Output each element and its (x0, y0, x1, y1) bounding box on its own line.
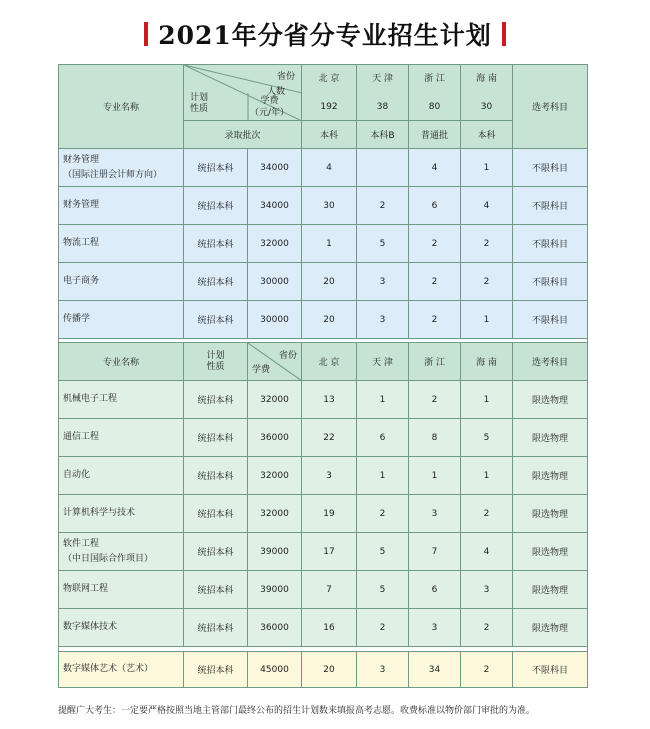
tuition: 45000 (248, 652, 302, 688)
table-row (59, 533, 588, 571)
header2-province-3: 海 南 (461, 343, 513, 381)
hainan-count: 2 (461, 609, 513, 647)
header2-major-label: 专业名称 (59, 343, 184, 381)
beijing-count: 7 (302, 571, 357, 609)
header-diagonal-cell (184, 65, 302, 121)
hainan-count: 1 (461, 301, 513, 339)
tianjin-count: 2 (357, 609, 409, 647)
table-row (59, 225, 588, 263)
major-name: 数字媒体技术 (59, 609, 184, 647)
zhejiang-count: 1 (409, 457, 461, 495)
province-name-3: 海 南 (476, 74, 497, 84)
table-row (59, 149, 588, 187)
plan-type: 统招本科 (184, 419, 248, 457)
province-name-0: 北 京 (318, 74, 340, 84)
header-row-1 (59, 65, 588, 121)
header-count-label: 人数 (266, 87, 285, 97)
zhejiang-count: 2 (409, 225, 461, 263)
header-province-label: 省份 (276, 72, 295, 82)
tuition: 30000 (248, 301, 302, 339)
header-major-cell (59, 65, 184, 149)
subject-requirement: 不限科目 (513, 149, 588, 187)
table-row (59, 495, 588, 533)
table-row (59, 187, 588, 225)
plan-type: 统招本科 (184, 149, 248, 187)
header-province-3 (461, 65, 513, 121)
subject-requirement: 限选物理 (513, 533, 588, 571)
header-subject-label: 选考科目 (531, 103, 568, 113)
beijing-count: 13 (302, 381, 357, 419)
zhejiang-count: 2 (409, 381, 461, 419)
tuition: 32000 (248, 381, 302, 419)
table-row (59, 652, 588, 688)
tianjin-count (357, 149, 409, 187)
header2-province-1: 天 津 (357, 343, 409, 381)
subject-requirement: 不限科目 (513, 225, 588, 263)
title-left-bar (144, 22, 148, 46)
hainan-count: 5 (461, 419, 513, 457)
tuition: 32000 (248, 225, 302, 263)
province-name-2: 浙 江 (424, 74, 445, 84)
tuition: 34000 (248, 149, 302, 187)
header2-province-label: 省份 (278, 351, 297, 361)
batch-0: 本科 (302, 121, 357, 149)
major-name: 通信工程 (59, 419, 184, 457)
plan-type: 统招本科 (184, 652, 248, 688)
zhejiang-count: 8 (409, 419, 461, 457)
zhejiang-count: 7 (409, 533, 461, 571)
header-plan-label: 计划 性质 (190, 93, 209, 114)
plan-type: 统招本科 (184, 381, 248, 419)
tianjin-count: 5 (357, 571, 409, 609)
beijing-count: 19 (302, 495, 357, 533)
hainan-count: 1 (461, 457, 513, 495)
table-row (59, 301, 588, 339)
province-total-2: 80 (428, 102, 441, 112)
province-name-1: 天 津 (372, 74, 393, 84)
major-name: 自动化 (59, 457, 184, 495)
subject-requirement: 限选物理 (513, 609, 588, 647)
beijing-count: 1 (302, 225, 357, 263)
header-province-1 (357, 65, 409, 121)
title-text: 2021年分省分专业招生计划 (158, 21, 492, 50)
hainan-count: 2 (461, 263, 513, 301)
subject-requirement: 限选物理 (513, 381, 588, 419)
zhejiang-count: 6 (409, 187, 461, 225)
tianjin-count: 3 (357, 301, 409, 339)
tianjin-count: 1 (357, 381, 409, 419)
plan-type: 统招本科 (184, 457, 248, 495)
beijing-count: 3 (302, 457, 357, 495)
plan-type: 统招本科 (184, 301, 248, 339)
beijing-count: 16 (302, 609, 357, 647)
subject-requirement: 不限科目 (513, 301, 588, 339)
header2-fee-label: 学费 (252, 365, 271, 375)
header-subject-cell (513, 65, 588, 149)
tuition: 36000 (248, 609, 302, 647)
batch-2: 普通批 (409, 121, 461, 149)
beijing-count: 4 (302, 149, 357, 187)
tuition: 34000 (248, 187, 302, 225)
enrollment-plan-table (58, 64, 588, 688)
subject-requirement: 限选物理 (513, 419, 588, 457)
title-right-bar (502, 22, 506, 46)
province-total-3: 30 (480, 102, 493, 112)
footnote: 提醒广大考生：一定要严格按照当地主管部门最终公布的招生计划数来填报高考志愿。收费标准以物价部门审批的为准。 (58, 706, 536, 716)
beijing-count: 20 (302, 301, 357, 339)
page-title (0, 14, 650, 54)
tianjin-count: 2 (357, 187, 409, 225)
header-batch-label: 录取批次 (184, 121, 302, 149)
beijing-count: 20 (302, 263, 357, 301)
subject-requirement: 限选物理 (513, 495, 588, 533)
table-row (59, 571, 588, 609)
subject-requirement: 不限科目 (513, 187, 588, 225)
hainan-count: 2 (461, 225, 513, 263)
major-name: 财务管理 （国际注册会计师方向） (59, 149, 184, 187)
plan-type: 统招本科 (184, 533, 248, 571)
tuition: 30000 (248, 263, 302, 301)
plan-type: 统招本科 (184, 609, 248, 647)
header2-plan-label: 计划 性质 (184, 343, 248, 381)
subject-requirement: 不限科目 (513, 652, 588, 688)
header2-province-0: 北 京 (302, 343, 357, 381)
plan-type: 统招本科 (184, 495, 248, 533)
tuition: 39000 (248, 571, 302, 609)
plan-type: 统招本科 (184, 187, 248, 225)
zhejiang-count: 2 (409, 263, 461, 301)
plan-type: 统招本科 (184, 571, 248, 609)
province-total-0: 192 (320, 102, 338, 112)
major-name: 电子商务 (59, 263, 184, 301)
table-row (59, 457, 588, 495)
major-name: 数字媒体艺术（艺术） (59, 652, 184, 688)
subject-requirement: 限选物理 (513, 571, 588, 609)
zhejiang-count: 3 (409, 609, 461, 647)
hainan-count: 2 (461, 495, 513, 533)
beijing-count: 17 (302, 533, 357, 571)
subject-requirement: 不限科目 (513, 263, 588, 301)
header-row-3 (59, 343, 588, 381)
tianjin-count: 2 (357, 495, 409, 533)
table-row (59, 609, 588, 647)
beijing-count: 20 (302, 652, 357, 688)
tianjin-count: 1 (357, 457, 409, 495)
major-name: 物联网工程 (59, 571, 184, 609)
plan-type: 统招本科 (184, 225, 248, 263)
tianjin-count: 5 (357, 533, 409, 571)
tuition: 39000 (248, 533, 302, 571)
major-name: 软件工程 （中日国际合作项目） (59, 533, 184, 571)
header-province-2 (409, 65, 461, 121)
zhejiang-count: 3 (409, 495, 461, 533)
beijing-count: 30 (302, 187, 357, 225)
zhejiang-count: 34 (409, 652, 461, 688)
zhejiang-count: 4 (409, 149, 461, 187)
province-total-1: 38 (376, 102, 389, 112)
plan-type: 统招本科 (184, 263, 248, 301)
zhejiang-count: 6 (409, 571, 461, 609)
hainan-count: 2 (461, 652, 513, 688)
header-fee-label: 学费 （元/年） (250, 96, 290, 118)
header2-diagonal-cell (248, 343, 302, 381)
table-row (59, 381, 588, 419)
major-name: 传播学 (59, 301, 184, 339)
header2-province-2: 浙 江 (409, 343, 461, 381)
tianjin-count: 3 (357, 263, 409, 301)
hainan-count: 1 (461, 381, 513, 419)
hainan-count: 1 (461, 149, 513, 187)
tianjin-count: 6 (357, 419, 409, 457)
tianjin-count: 5 (357, 225, 409, 263)
batch-1: 本科B (357, 121, 409, 149)
beijing-count: 22 (302, 419, 357, 457)
hainan-count: 4 (461, 187, 513, 225)
zhejiang-count: 2 (409, 301, 461, 339)
tianjin-count: 3 (357, 652, 409, 688)
hainan-count: 3 (461, 571, 513, 609)
header-province-0 (302, 65, 357, 121)
header2-subject-label: 选考科目 (513, 343, 588, 381)
hainan-count: 4 (461, 533, 513, 571)
major-name: 物流工程 (59, 225, 184, 263)
table-row (59, 263, 588, 301)
major-name: 计算机科学与技术 (59, 495, 184, 533)
tuition: 32000 (248, 457, 302, 495)
major-name: 财务管理 (59, 187, 184, 225)
major-name: 机械电子工程 (59, 381, 184, 419)
tuition: 32000 (248, 495, 302, 533)
subject-requirement: 限选物理 (513, 457, 588, 495)
table-row (59, 419, 588, 457)
tuition: 36000 (248, 419, 302, 457)
header-major-label: 专业名称 (102, 103, 139, 113)
batch-3: 本科 (461, 121, 513, 149)
